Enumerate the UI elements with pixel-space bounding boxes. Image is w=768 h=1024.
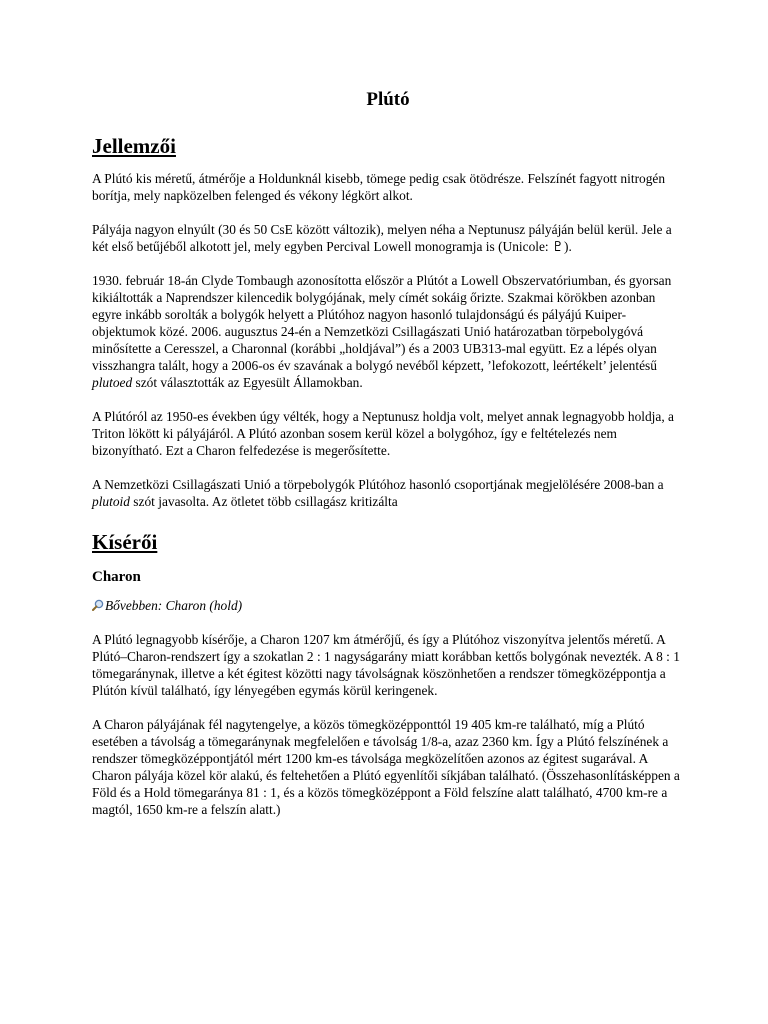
paragraph-text: szót választották az Egyesült Államokban. xyxy=(132,375,363,390)
paragraph xyxy=(92,476,684,510)
emphasis-term: plutoid xyxy=(92,494,130,509)
paragraph-text: szót javasolta. Az ötletet több csillagász kritizálta xyxy=(129,494,398,509)
see-also-text: Bővebben: Charon (hold) xyxy=(105,598,243,613)
paragraph-text: 1930. február 18-án Clyde Tombaugh azonosította először a Plútót a Lowell Obszervatóriumban, és gyorsan kikiáltották a Naprendszer kilencedik bolygójának, mely címét sokáig őrizte. Szakmai körökben azonban egyre inkább sorolták a bolygók helyett a Plútóhoz nagyon hasonló tulajdonságú és pályájú Kuiper-objektumok közé. 2006. augusztus 24-én a Nemzetközi Csillagászati Unió határozatban törpebolygóvá minősítette a Ceresszel, a Charonnal (korábbi „holdjával”) és a 2003 UB313-mal együtt. Ez a lépés olyan visszhangra talált, hogy a 2006-os év szavának a bolygó nevéből képzett, ’lefokozott, leértékelt’ jelentésű xyxy=(92,273,672,373)
subsection-heading-charon: Charon xyxy=(92,569,141,585)
paragraph: Pályája nagyon elnyúlt (30 és 50 CsE között változik), melyen néha a Neptunusz pályáján belül kerül. Jele a két első betűjéből alkotott jel, mely egyben Percival Lowell monogramja is (Unicole: ♇). xyxy=(92,222,672,254)
section-heading-jellemzoi: Jellemzői xyxy=(92,134,176,158)
page-title: Plútó xyxy=(366,89,410,110)
paragraph xyxy=(92,272,684,391)
paragraph: A Plútó kis méretű, átmérője a Holdunknál kisebb, tömege pedig csak ötödrésze. Felszínét fagyott nitrogén borítja, mely napközelben felenged és vékony légkört alkot. xyxy=(92,171,666,203)
document-page xyxy=(92,86,684,835)
paragraph: A Charon pályájának fél nagytengelye, a közös tömegközépponttól 19 405 km-re található, míg a Plútó esetében a távolság a tömegaránynak megfelelően e távolság 1/8-a, azaz 2360 km. Így a Plútó felszínének a rendszer tömegközéppontjától mért 1200 km-es távolsága megközelítően azonos az égitest sugarával. A Charon pályája közel kör alakú, és feltehetően a Plútó egyenlítői síkjában található. (Összehasonlításképpen a Föld és a Hold tömegaránya 81 : 1, és a közös tömegközéppont a Föld felszíne alatt található, 4700 km-re a magtól, 1650 km-re a felszín alatt.) xyxy=(92,717,680,817)
paragraph-text: A Nemzetközi Csillagászati Unió a törpebolygók Plútóhoz hasonló csoportjának megjelölésére 2008-ban a xyxy=(92,477,664,492)
emphasis-term: plutoed xyxy=(92,375,133,390)
paragraph: A Plútóról az 1950-es években úgy vélték, hogy a Neptunusz holdja volt, melyet annak legnagyobb holdja, a Triton lökött ki pályájáról. A Plútó azonban sosem kerül közel a bolygóhoz, így e feltételezés nem bizonyítható. Ezt a Charon felfedezése is megerősítette. xyxy=(92,409,674,458)
paragraph: A Plútó legnagyobb kísérője, a Charon 1207 km átmérőjű, és így a Plútóhoz viszonyítva jelentős méretű. A Plútó–Charon-rendszert így a szokatlan 2 : 1 nagyságarány miatt korábban kettős bolygónak nevezték. A 8 : 1 tömegaránynak, illetve a két égitest közötti nagy távolságnak köszönhetően a rendszer tömegközéppontja a Plútón kívül található, így lényegében egymás körül keringenek. xyxy=(92,632,680,698)
section-heading-kiseroi: Kísérői xyxy=(92,530,158,554)
see-also-link[interactable] xyxy=(92,597,684,614)
magnifier-icon xyxy=(92,599,104,611)
